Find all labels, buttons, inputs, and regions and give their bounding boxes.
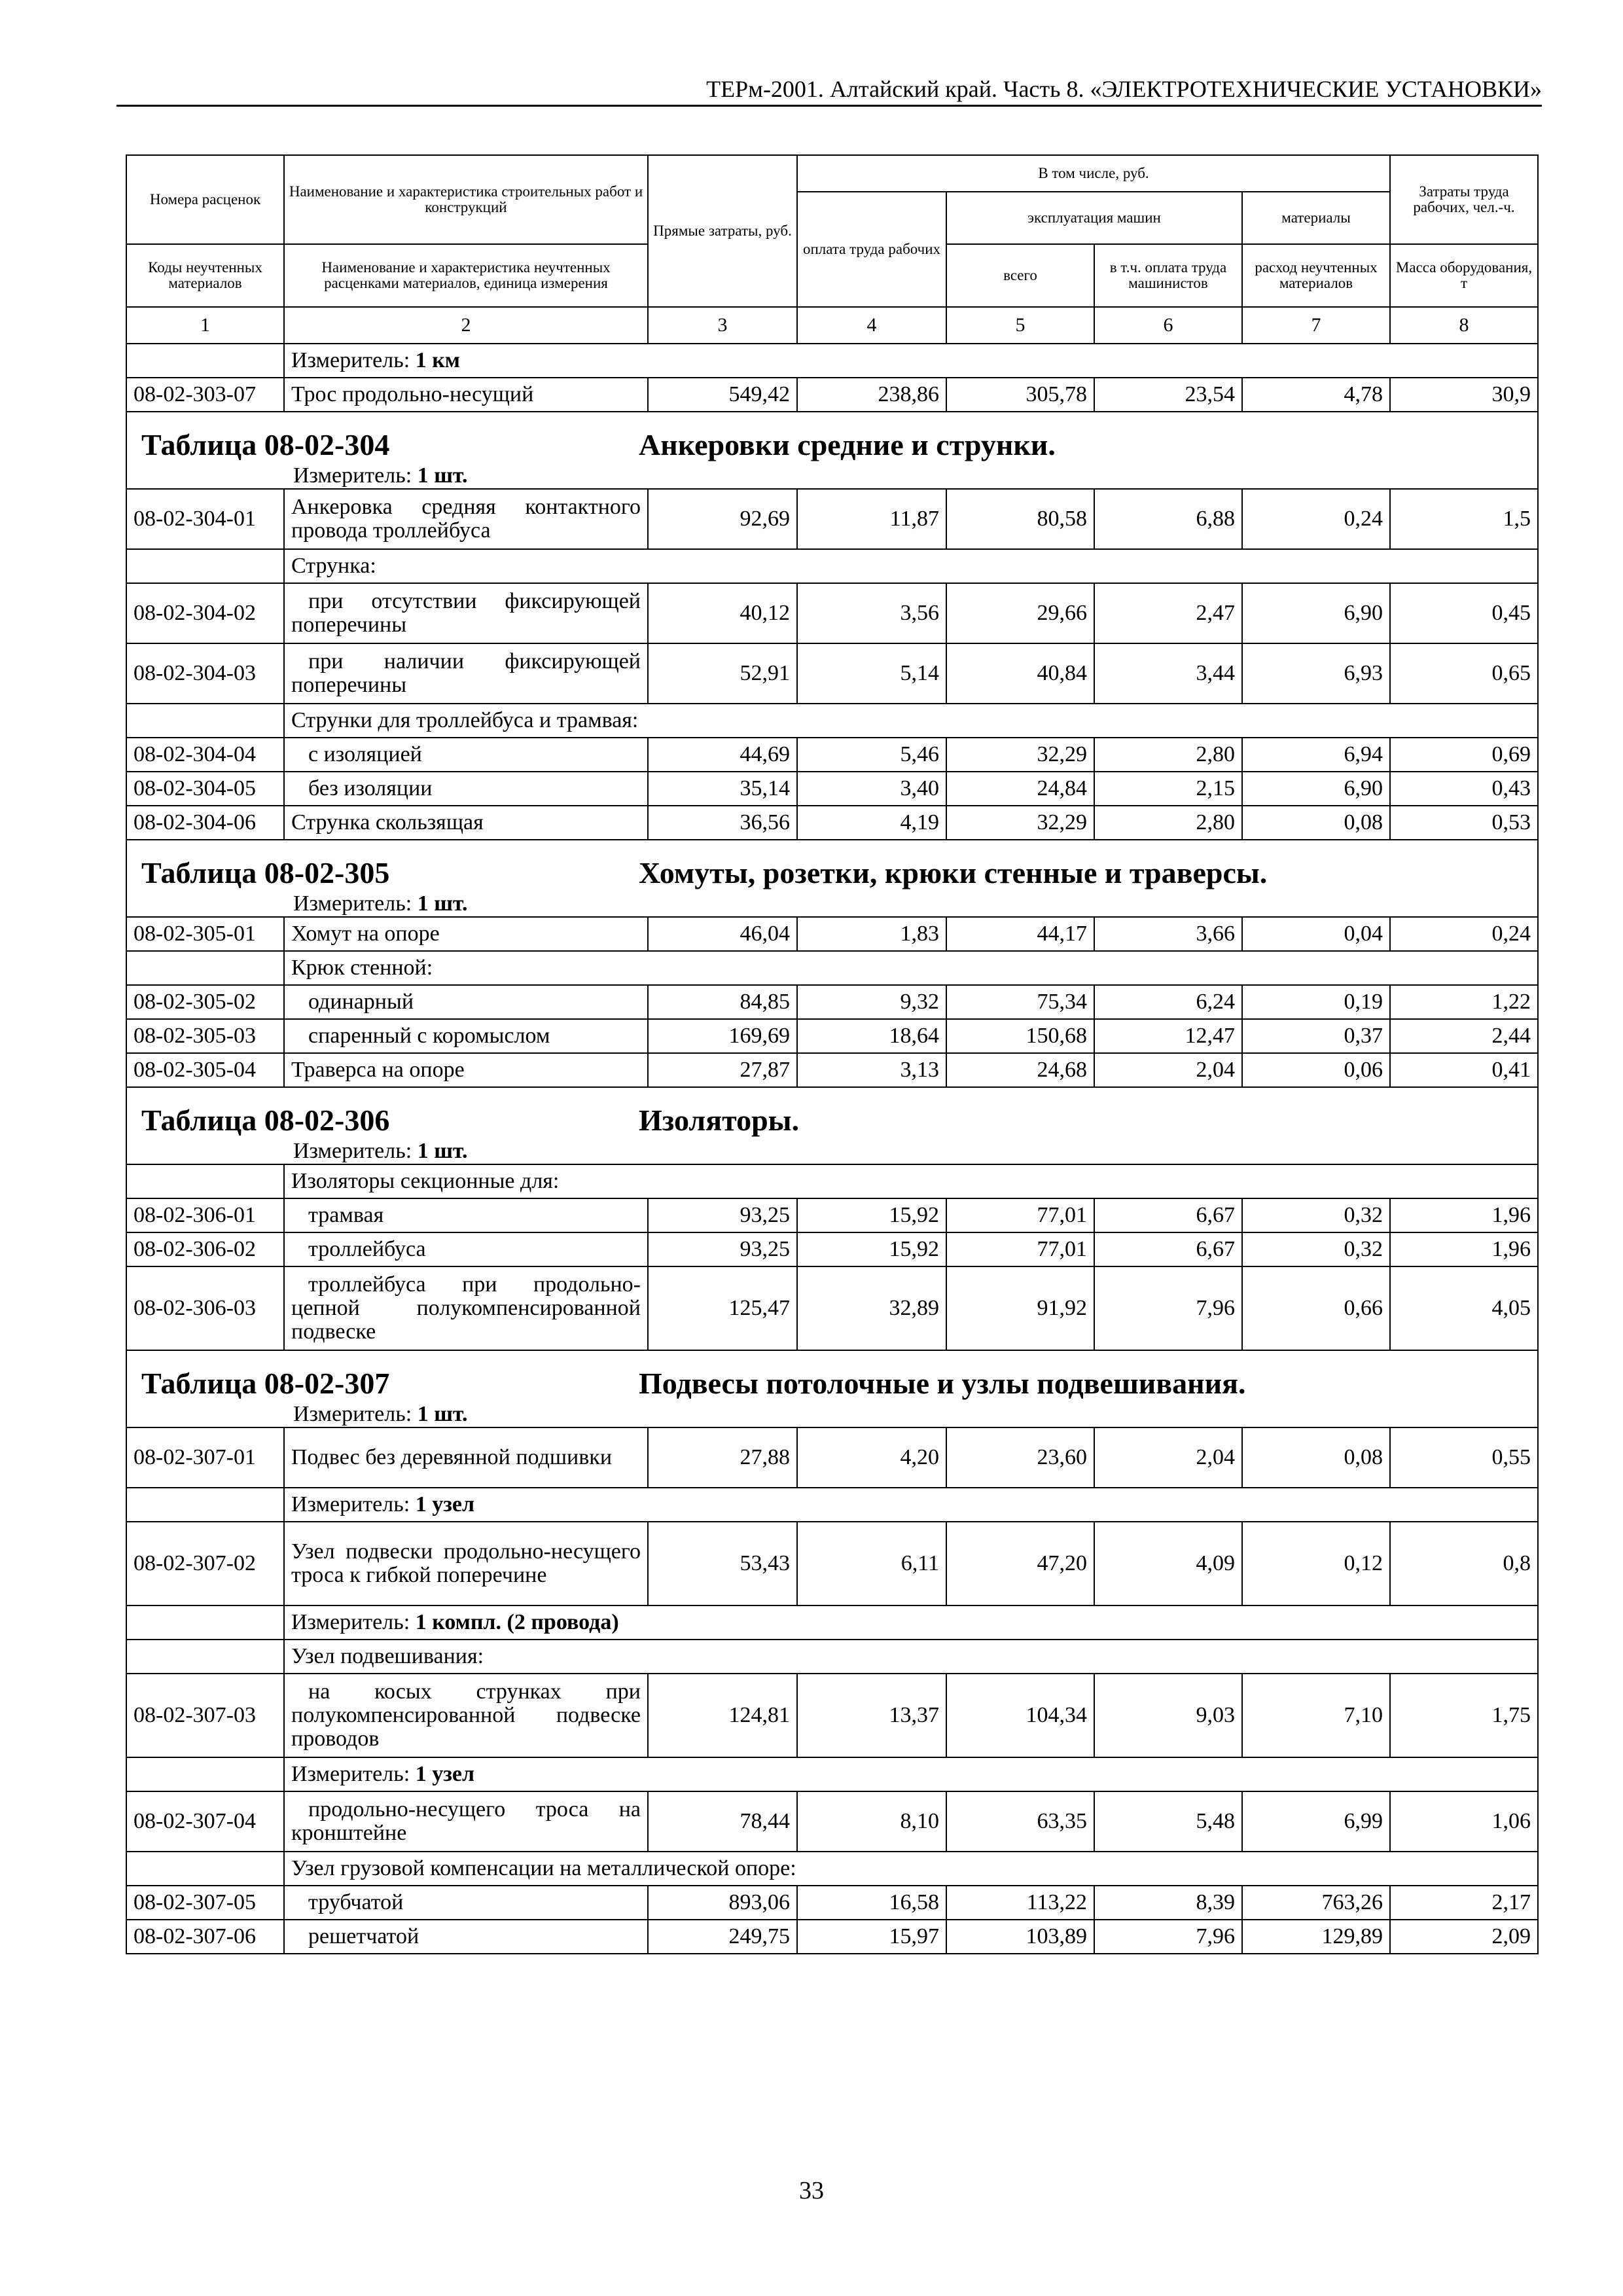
value-cell: 6,24 xyxy=(1094,985,1242,1019)
col-incl-machinists: в т.ч. оплата труда машинистов xyxy=(1094,244,1242,307)
rate-code: 08-02-304-01 xyxy=(126,489,284,549)
rate-code: 08-02-305-03 xyxy=(126,1019,284,1053)
col-total: всего xyxy=(946,244,1094,307)
work-name: Струнка скользящая xyxy=(284,806,648,840)
rate-code: 08-02-307-05 xyxy=(126,1886,284,1920)
table-row xyxy=(126,1266,1538,1350)
value-cell: 549,42 xyxy=(648,378,797,412)
work-name: спаренный с коромыслом xyxy=(284,1019,648,1053)
value-cell: 124,81 xyxy=(648,1674,797,1757)
value-cell: 2,47 xyxy=(1094,583,1242,643)
value-cell: 24,68 xyxy=(946,1053,1094,1087)
col-code-bottom: Коды неучтенных материалов xyxy=(126,244,284,307)
value-cell: 7,96 xyxy=(1094,1920,1242,1954)
value-cell: 0,55 xyxy=(1390,1427,1538,1488)
value-cell: 763,26 xyxy=(1242,1886,1390,1920)
work-name: при наличии фиксирующей поперечины xyxy=(284,643,648,704)
value-cell: 0,32 xyxy=(1242,1232,1390,1266)
col-code-top: Номера расценок xyxy=(126,155,284,244)
measure-row xyxy=(126,344,1538,378)
measure-label: Измеритель: 1 компл. (2 провода) xyxy=(284,1605,1538,1640)
table-code: Таблица 08-02-307 xyxy=(141,1367,390,1400)
value-cell: 6,67 xyxy=(1094,1232,1242,1266)
value-cell: 2,80 xyxy=(1094,806,1242,840)
value-cell: 77,01 xyxy=(946,1198,1094,1232)
value-cell: 15,92 xyxy=(797,1232,946,1266)
rate-code: 08-02-306-01 xyxy=(126,1198,284,1232)
table-title-row xyxy=(126,412,1538,489)
table-code: Таблица 08-02-305 xyxy=(141,856,390,889)
value-cell: 6,67 xyxy=(1094,1198,1242,1232)
value-cell: 3,44 xyxy=(1094,643,1242,704)
value-cell: 77,01 xyxy=(946,1232,1094,1266)
value-cell: 3,13 xyxy=(797,1053,946,1087)
table-row xyxy=(126,1674,1538,1757)
work-name: Хомут на опоре xyxy=(284,917,648,951)
value-cell: 15,92 xyxy=(797,1198,946,1232)
value-cell: 2,80 xyxy=(1094,738,1242,772)
table-row xyxy=(126,583,1538,643)
rate-code: 08-02-306-02 xyxy=(126,1232,284,1266)
value-cell: 6,94 xyxy=(1242,738,1390,772)
table-row xyxy=(126,1522,1538,1605)
value-cell: 80,58 xyxy=(946,489,1094,549)
value-cell: 0,69 xyxy=(1390,738,1538,772)
rate-code: 08-02-304-02 xyxy=(126,583,284,643)
value-cell: 0,19 xyxy=(1242,985,1390,1019)
table-row xyxy=(126,1198,1538,1232)
value-cell: 0,04 xyxy=(1242,917,1390,951)
value-cell: 0,66 xyxy=(1242,1266,1390,1350)
col-num: 1 xyxy=(126,307,284,344)
col-labor-cost: Затраты труда рабочих, чел.-ч. xyxy=(1390,155,1538,244)
value-cell: 0,08 xyxy=(1242,806,1390,840)
value-cell: 44,17 xyxy=(946,917,1094,951)
value-cell: 169,69 xyxy=(648,1019,797,1053)
col-materials: материалы xyxy=(1242,192,1390,244)
value-cell: 0,37 xyxy=(1242,1019,1390,1053)
value-cell: 1,5 xyxy=(1390,489,1538,549)
work-name: Подвес без деревянной подшивки xyxy=(284,1427,648,1488)
rate-code: 08-02-305-04 xyxy=(126,1053,284,1087)
value-cell: 12,47 xyxy=(1094,1019,1242,1053)
value-cell: 6,88 xyxy=(1094,489,1242,549)
value-cell: 35,14 xyxy=(648,772,797,806)
value-cell: 2,09 xyxy=(1390,1920,1538,1954)
rate-code: 08-02-305-02 xyxy=(126,985,284,1019)
table-code: Таблица 08-02-304 xyxy=(141,428,390,461)
section-row: Узел грузовой компенсации на металлической опоре: xyxy=(126,1852,1538,1886)
value-cell: 2,15 xyxy=(1094,772,1242,806)
value-cell: 125,47 xyxy=(648,1266,797,1350)
value-cell: 27,88 xyxy=(648,1427,797,1488)
value-cell: 29,66 xyxy=(946,583,1094,643)
value-cell: 0,53 xyxy=(1390,806,1538,840)
measure-label: Измеритель: 1 шт. xyxy=(293,1402,468,1426)
value-cell: 6,90 xyxy=(1242,583,1390,643)
table-row xyxy=(126,1053,1538,1087)
col-name-top: Наименование и характеристика строительных работ и конструкций xyxy=(284,155,648,244)
price-table xyxy=(126,154,1539,1954)
value-cell: 305,78 xyxy=(946,378,1094,412)
value-cell: 0,65 xyxy=(1390,643,1538,704)
value-cell: 0,24 xyxy=(1242,489,1390,549)
value-cell: 78,44 xyxy=(648,1791,797,1852)
work-name: трубчатой xyxy=(284,1886,648,1920)
section-row: Струнка: xyxy=(126,549,1538,583)
value-cell: 30,9 xyxy=(1390,378,1538,412)
table-row xyxy=(126,489,1538,549)
value-cell: 6,90 xyxy=(1242,772,1390,806)
work-name: Узел подвески продольно-несущего троса к гибкой поперечине xyxy=(284,1522,648,1605)
measure-row xyxy=(126,1757,1538,1791)
value-cell: 93,25 xyxy=(648,1232,797,1266)
col-direct: Прямые затраты, руб. xyxy=(648,155,797,307)
col-including: В том числе, руб. xyxy=(797,155,1390,192)
table-row xyxy=(126,1427,1538,1488)
table-title: Подвесы потолочные и узлы подвешивания. xyxy=(639,1367,1246,1400)
value-cell: 2,04 xyxy=(1094,1053,1242,1087)
rate-code: 08-02-304-04 xyxy=(126,738,284,772)
measure-row xyxy=(126,1605,1538,1640)
value-cell: 4,20 xyxy=(797,1427,946,1488)
col-num: 5 xyxy=(946,307,1094,344)
value-cell: 6,99 xyxy=(1242,1791,1390,1852)
value-cell: 0,06 xyxy=(1242,1053,1390,1087)
value-cell: 32,29 xyxy=(946,806,1094,840)
work-name: продольно-несущего троса на кронштейне xyxy=(284,1791,648,1852)
rate-code: 08-02-307-03 xyxy=(126,1674,284,1757)
table-row xyxy=(126,1791,1538,1852)
value-cell: 93,25 xyxy=(648,1198,797,1232)
value-cell: 103,89 xyxy=(946,1920,1094,1954)
value-cell: 9,32 xyxy=(797,985,946,1019)
value-cell: 75,34 xyxy=(946,985,1094,1019)
value-cell: 23,60 xyxy=(946,1427,1094,1488)
value-cell: 3,66 xyxy=(1094,917,1242,951)
value-cell: 24,84 xyxy=(946,772,1094,806)
value-cell: 104,34 xyxy=(946,1674,1094,1757)
value-cell: 0,24 xyxy=(1390,917,1538,951)
work-name: Трос продольно-несущий xyxy=(284,378,648,412)
value-cell: 84,85 xyxy=(648,985,797,1019)
work-name: Траверса на опоре xyxy=(284,1053,648,1087)
value-cell: 1,96 xyxy=(1390,1232,1538,1266)
measure-label: Измеритель: 1 узел xyxy=(284,1757,1538,1791)
table-header xyxy=(126,155,1538,344)
value-cell: 5,48 xyxy=(1094,1791,1242,1852)
table-code: Таблица 08-02-306 xyxy=(141,1103,390,1137)
work-name: троллейбуса xyxy=(284,1232,648,1266)
value-cell: 36,56 xyxy=(648,806,797,840)
section-row: Струнки для троллейбуса и трамвая: xyxy=(126,704,1538,738)
value-cell: 0,45 xyxy=(1390,583,1538,643)
value-cell: 52,91 xyxy=(648,643,797,704)
rate-code: 08-02-303-07 xyxy=(126,378,284,412)
section-row: Изоляторы секционные для: xyxy=(126,1164,1538,1198)
value-cell: 27,87 xyxy=(648,1053,797,1087)
value-cell: 1,75 xyxy=(1390,1674,1538,1757)
work-name: без изоляции xyxy=(284,772,648,806)
table-row xyxy=(126,738,1538,772)
running-header: ТЕРм-2001. Алтайский край. Часть 8. «ЭЛЕКТРОТЕХНИЧЕСКИЕ УСТАНОВКИ» xyxy=(116,73,1542,107)
col-num: 8 xyxy=(1390,307,1538,344)
rate-code: 08-02-304-03 xyxy=(126,643,284,704)
table-row xyxy=(126,1886,1538,1920)
col-equip-mass: Масса оборудования, т xyxy=(1390,244,1538,307)
rate-code: 08-02-307-06 xyxy=(126,1920,284,1954)
value-cell: 2,44 xyxy=(1390,1019,1538,1053)
value-cell: 4,05 xyxy=(1390,1266,1538,1350)
work-name: трамвая xyxy=(284,1198,648,1232)
section-row: Крюк стенной: xyxy=(126,951,1538,985)
value-cell: 0,8 xyxy=(1390,1522,1538,1605)
value-cell: 4,78 xyxy=(1242,378,1390,412)
measure-label: Измеритель: 1 км xyxy=(284,344,1538,378)
value-cell: 0,43 xyxy=(1390,772,1538,806)
col-num: 6 xyxy=(1094,307,1242,344)
col-machines: эксплуатация машин xyxy=(946,192,1242,244)
value-cell: 40,12 xyxy=(648,583,797,643)
rate-code: 08-02-305-01 xyxy=(126,917,284,951)
table-title: Хомуты, розетки, крюки стенные и траверсы. xyxy=(639,856,1268,889)
value-cell: 53,43 xyxy=(648,1522,797,1605)
value-cell: 11,87 xyxy=(797,489,946,549)
table-title: Изоляторы. xyxy=(639,1103,800,1137)
table-row xyxy=(126,1019,1538,1053)
value-cell: 2,04 xyxy=(1094,1427,1242,1488)
table-row xyxy=(126,806,1538,840)
value-cell: 8,10 xyxy=(797,1791,946,1852)
measure-label: Измеритель: 1 узел xyxy=(284,1488,1538,1522)
work-name: при отсутствии фиксирующей поперечины xyxy=(284,583,648,643)
value-cell: 1,06 xyxy=(1390,1791,1538,1852)
value-cell: 91,92 xyxy=(946,1266,1094,1350)
value-cell: 5,46 xyxy=(797,738,946,772)
value-cell: 1,96 xyxy=(1390,1198,1538,1232)
table-row xyxy=(126,643,1538,704)
value-cell: 15,97 xyxy=(797,1920,946,1954)
value-cell: 7,96 xyxy=(1094,1266,1242,1350)
table-row xyxy=(126,378,1538,412)
rate-code: 08-02-304-05 xyxy=(126,772,284,806)
value-cell: 7,10 xyxy=(1242,1674,1390,1757)
value-cell: 8,39 xyxy=(1094,1886,1242,1920)
table-title-row xyxy=(126,1350,1538,1427)
section-row: Узел подвешивания: xyxy=(126,1640,1538,1674)
value-cell: 47,20 xyxy=(946,1522,1094,1605)
value-cell: 6,11 xyxy=(797,1522,946,1605)
table-title-row xyxy=(126,840,1538,917)
value-cell: 2,17 xyxy=(1390,1886,1538,1920)
col-num: 4 xyxy=(797,307,946,344)
value-cell: 4,09 xyxy=(1094,1522,1242,1605)
rate-code: 08-02-306-03 xyxy=(126,1266,284,1350)
value-cell: 3,40 xyxy=(797,772,946,806)
work-name: решетчатой xyxy=(284,1920,648,1954)
value-cell: 32,89 xyxy=(797,1266,946,1350)
value-cell: 1,22 xyxy=(1390,985,1538,1019)
work-name: с изоляцией xyxy=(284,738,648,772)
work-name: Анкеровка средняя контактного провода троллейбуса xyxy=(284,489,648,549)
rate-code: 08-02-307-04 xyxy=(126,1791,284,1852)
table-row xyxy=(126,917,1538,951)
measure-row xyxy=(126,1488,1538,1522)
table-row xyxy=(126,985,1538,1019)
value-cell: 0,12 xyxy=(1242,1522,1390,1605)
page-number: 33 xyxy=(799,2177,824,2204)
value-cell: 150,68 xyxy=(946,1019,1094,1053)
measure-label: Измеритель: 1 шт. xyxy=(293,891,468,916)
table-title-row xyxy=(126,1087,1538,1164)
value-cell: 63,35 xyxy=(946,1791,1094,1852)
value-cell: 92,69 xyxy=(648,489,797,549)
value-cell: 238,86 xyxy=(797,378,946,412)
value-cell: 18,64 xyxy=(797,1019,946,1053)
col-num: 3 xyxy=(648,307,797,344)
value-cell: 6,93 xyxy=(1242,643,1390,704)
value-cell: 4,19 xyxy=(797,806,946,840)
value-cell: 0,08 xyxy=(1242,1427,1390,1488)
rate-code: 08-02-304-06 xyxy=(126,806,284,840)
table-title: Анкеровки средние и струнки. xyxy=(639,428,1056,461)
value-cell: 40,84 xyxy=(946,643,1094,704)
value-cell: 1,83 xyxy=(797,917,946,951)
col-num: 7 xyxy=(1242,307,1390,344)
measure-label: Измеритель: 1 шт. xyxy=(293,1139,468,1163)
value-cell: 3,56 xyxy=(797,583,946,643)
value-cell: 5,14 xyxy=(797,643,946,704)
value-cell: 249,75 xyxy=(648,1920,797,1954)
rate-code: 08-02-307-02 xyxy=(126,1522,284,1605)
rate-code: 08-02-307-01 xyxy=(126,1427,284,1488)
value-cell: 13,37 xyxy=(797,1674,946,1757)
value-cell: 129,89 xyxy=(1242,1920,1390,1954)
table-row xyxy=(126,1920,1538,1954)
table-row xyxy=(126,1232,1538,1266)
work-name: одинарный xyxy=(284,985,648,1019)
value-cell: 0,41 xyxy=(1390,1053,1538,1087)
col-materials-use: расход неучтенных материалов xyxy=(1242,244,1390,307)
measure-label: Измеритель: 1 шт. xyxy=(293,463,468,488)
col-num: 2 xyxy=(284,307,648,344)
col-name-bottom: Наименование и характеристика неучтенных расценками материалов, единица измерения xyxy=(284,244,648,307)
value-cell: 46,04 xyxy=(648,917,797,951)
value-cell: 9,03 xyxy=(1094,1674,1242,1757)
work-name: на косых струнках при полукомпенсированной подвеске проводов xyxy=(284,1674,648,1757)
value-cell: 16,58 xyxy=(797,1886,946,1920)
work-name: троллейбуса при продольно-цепной полукомпенсированной подвеске xyxy=(284,1266,648,1350)
value-cell: 23,54 xyxy=(1094,378,1242,412)
table-row xyxy=(126,772,1538,806)
value-cell: 32,29 xyxy=(946,738,1094,772)
value-cell: 44,69 xyxy=(648,738,797,772)
value-cell: 0,32 xyxy=(1242,1198,1390,1232)
value-cell: 113,22 xyxy=(946,1886,1094,1920)
col-labor-pay: оплата труда рабочих xyxy=(797,192,946,307)
value-cell: 893,06 xyxy=(648,1886,797,1920)
